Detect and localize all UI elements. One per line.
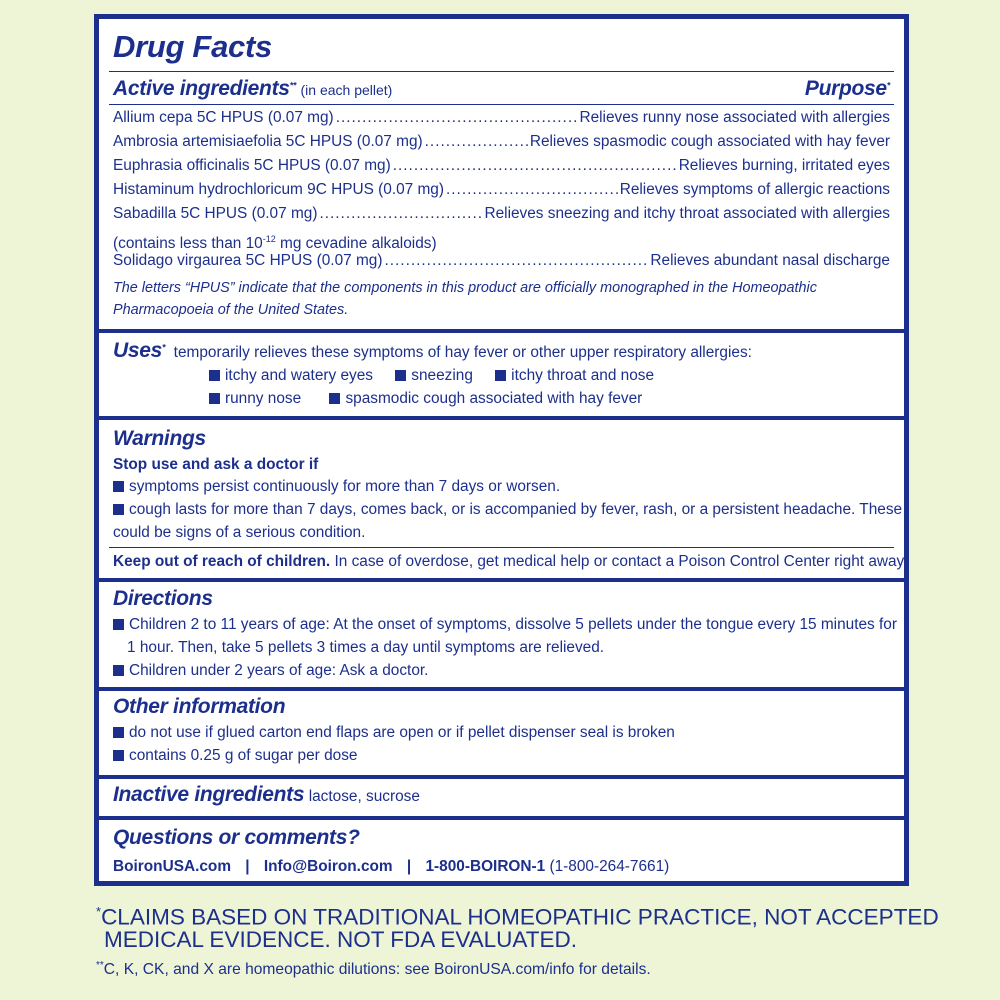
sabadilla-note-pre: (contains less than 10: [113, 235, 263, 253]
warning-item-text: cough lasts for more than 7 days, comes back, or is accompanied by fever, rash, or a persistent headache. These: [129, 501, 903, 518]
warning-item-text: symptoms persist continuously for more than 7 days or worsen.: [129, 478, 561, 495]
directions-item-continued: 1 hour. Then, take 5 pellets 3 times a day until symptoms are relieved.: [127, 639, 605, 656]
warnings-divider: [99, 416, 904, 420]
directions-item-text: Children under 2 years of age: Ask a doctor.: [129, 662, 429, 679]
ingredient-name: Ambrosia artemisiaefolia 5C HPUS (0.07 mg): [113, 133, 423, 150]
inactive-text: lactose, sucrose: [308, 788, 420, 805]
other-info-item-text: contains 0.25 g of sugar per dose: [129, 747, 358, 764]
stop-use-heading: Stop use and ask a doctor if: [113, 456, 319, 473]
uses-item: sneezing: [411, 367, 473, 384]
directions-item: [113, 659, 428, 682]
other-info-heading: Other information: [113, 695, 286, 718]
directions-item: [113, 613, 897, 636]
uses-divider: [99, 329, 904, 333]
questions-heading: Questions or comments?: [113, 826, 360, 849]
dilutions-mark: **: [96, 960, 104, 971]
other-info-item: [113, 744, 357, 767]
uses-items-row-1: [209, 364, 654, 387]
keep-out-line: [113, 550, 907, 573]
bullet-square-icon: [113, 619, 124, 630]
questions-divider: [99, 816, 904, 820]
uses-item: spasmodic cough associated with hay fever: [345, 390, 643, 407]
other-info-item-text: do not use if glued carton end flaps are open or if pellet dispenser seal is broken: [129, 724, 675, 741]
warnings-heading: Warnings: [113, 427, 206, 450]
directions-divider: [99, 578, 904, 582]
contact-separator: |: [406, 858, 412, 875]
sabadilla-note-post: mg cevadine alkaloids): [275, 235, 437, 253]
ingredient-name: Solidago virgaurea 5C HPUS (0.07 mg): [113, 252, 383, 269]
ingredient-purpose: Relieves spasmodic cough associated with hay fever: [529, 133, 890, 150]
claims-line-2: MEDICAL EVIDENCE. NOT FDA EVALUATED.: [104, 927, 578, 952]
uses-mark: *: [162, 342, 166, 353]
bullet-square-icon: [329, 393, 340, 404]
bullet-square-icon: [113, 665, 124, 676]
bullet-square-icon: [113, 750, 124, 761]
ingredient-purpose: Relieves sneezing and itchy throat associated with allergies: [484, 205, 890, 222]
keep-out-bold: Keep out of reach of children.: [113, 553, 331, 570]
bullet-square-icon: [113, 504, 124, 515]
ingredient-row: [113, 157, 890, 180]
keep-out-rule: [109, 547, 894, 548]
dilutions-note: [96, 955, 651, 981]
directions-heading: Directions: [113, 587, 213, 610]
ingredient-name: Histaminum hydrochloricum 9C HPUS (0.07 mg): [113, 181, 444, 198]
drug-facts-panel: [94, 14, 909, 886]
ingredient-name: Allium cepa 5C HPUS (0.07 mg): [113, 109, 334, 126]
directions-item-text: Children 2 to 11 years of age: At the onset of symptoms, dissolve 5 pellets under the tongue every 15 minutes for: [129, 616, 897, 633]
purpose-mark: *: [886, 80, 890, 91]
active-header-rule: [109, 104, 894, 105]
keep-out-text: In case of overdose, get medical help or contact a Poison Control Center right away.: [330, 553, 908, 570]
bullet-square-icon: [395, 370, 406, 381]
uses-item: itchy and watery eyes: [225, 367, 373, 384]
ingredient-row: [113, 181, 890, 204]
uses-item: itchy throat and nose: [511, 367, 655, 384]
sabadilla-note-exponent: -12: [262, 234, 276, 244]
warning-item: [113, 498, 902, 521]
website-link[interactable]: BoironUSA.com: [113, 858, 231, 875]
uses-item: runny nose: [225, 390, 302, 407]
ingredient-purpose: Relieves runny nose associated with allergies: [579, 109, 890, 126]
email-link[interactable]: Info@Boiron.com: [263, 858, 393, 875]
claims-text-1: CLAIMS BASED ON TRADITIONAL HOMEOPATHIC PRACTICE, NOT ACCEPTED: [101, 904, 939, 930]
hpus-note-line-1: The letters “HPUS” indicate that the components in this product are officially monographed in the Homeopathic: [113, 280, 817, 296]
other-info-divider: [99, 687, 904, 691]
bullet-square-icon: [113, 727, 124, 738]
ingredient-name: Euphrasia officinalis 5C HPUS (0.07 mg): [113, 157, 391, 174]
drug-facts-title: Drug Facts: [113, 29, 272, 64]
ingredient-purpose: Relieves abundant nasal discharge: [650, 252, 890, 269]
contact-separator: |: [245, 858, 250, 875]
ingredient-row: [113, 252, 890, 275]
inactive-divider: [99, 775, 904, 779]
uses-items-row-2: [209, 387, 642, 410]
ingredient-name: Sabadilla 5C HPUS (0.07 mg): [113, 205, 318, 222]
ingredient-row: [113, 133, 890, 156]
bullet-square-icon: [209, 370, 220, 381]
title-rule: [109, 71, 894, 72]
warning-item-continued: could be signs of a serious condition.: [113, 524, 366, 541]
contact-line: [113, 855, 669, 878]
uses-line: [113, 339, 752, 363]
other-info-item: [113, 721, 675, 744]
phone-bold[interactable]: 1-800-BOIRON-1: [425, 858, 546, 875]
hpus-note-line-2: Pharmacopoeia of the United States.: [113, 302, 349, 318]
ingredient-purpose: Relieves burning, irritated eyes: [678, 157, 890, 174]
inactive-heading: Inactive ingredients: [113, 783, 305, 806]
warning-item: [113, 475, 560, 498]
active-ingredients-note: (in each pellet): [300, 82, 393, 98]
purpose-header: [805, 77, 890, 101]
ingredient-purpose: Relieves symptoms of allergic reactions: [619, 181, 890, 198]
uses-heading: Uses: [113, 339, 163, 362]
claims-mark: *: [96, 904, 102, 919]
phone-number: (1-800-264-7661): [549, 858, 670, 875]
dilutions-text: C, K, CK, and X are homeopathic dilutions: see BoironUSA.com/info for details.: [103, 961, 651, 979]
inactive-line: [113, 783, 420, 807]
ingredient-row: [113, 205, 890, 228]
uses-intro: temporarily relieves these symptoms of hay fever or other upper respiratory allergies:: [173, 344, 752, 361]
bullet-square-icon: [113, 481, 124, 492]
bullet-square-icon: [209, 393, 220, 404]
purpose-heading: Purpose: [804, 77, 887, 100]
active-ingredients-header: [113, 77, 392, 101]
active-ingredients-mark: **: [289, 80, 297, 91]
ingredient-row: [113, 109, 890, 132]
bullet-square-icon: [495, 370, 506, 381]
active-ingredients-heading: Active ingredients: [113, 77, 290, 100]
